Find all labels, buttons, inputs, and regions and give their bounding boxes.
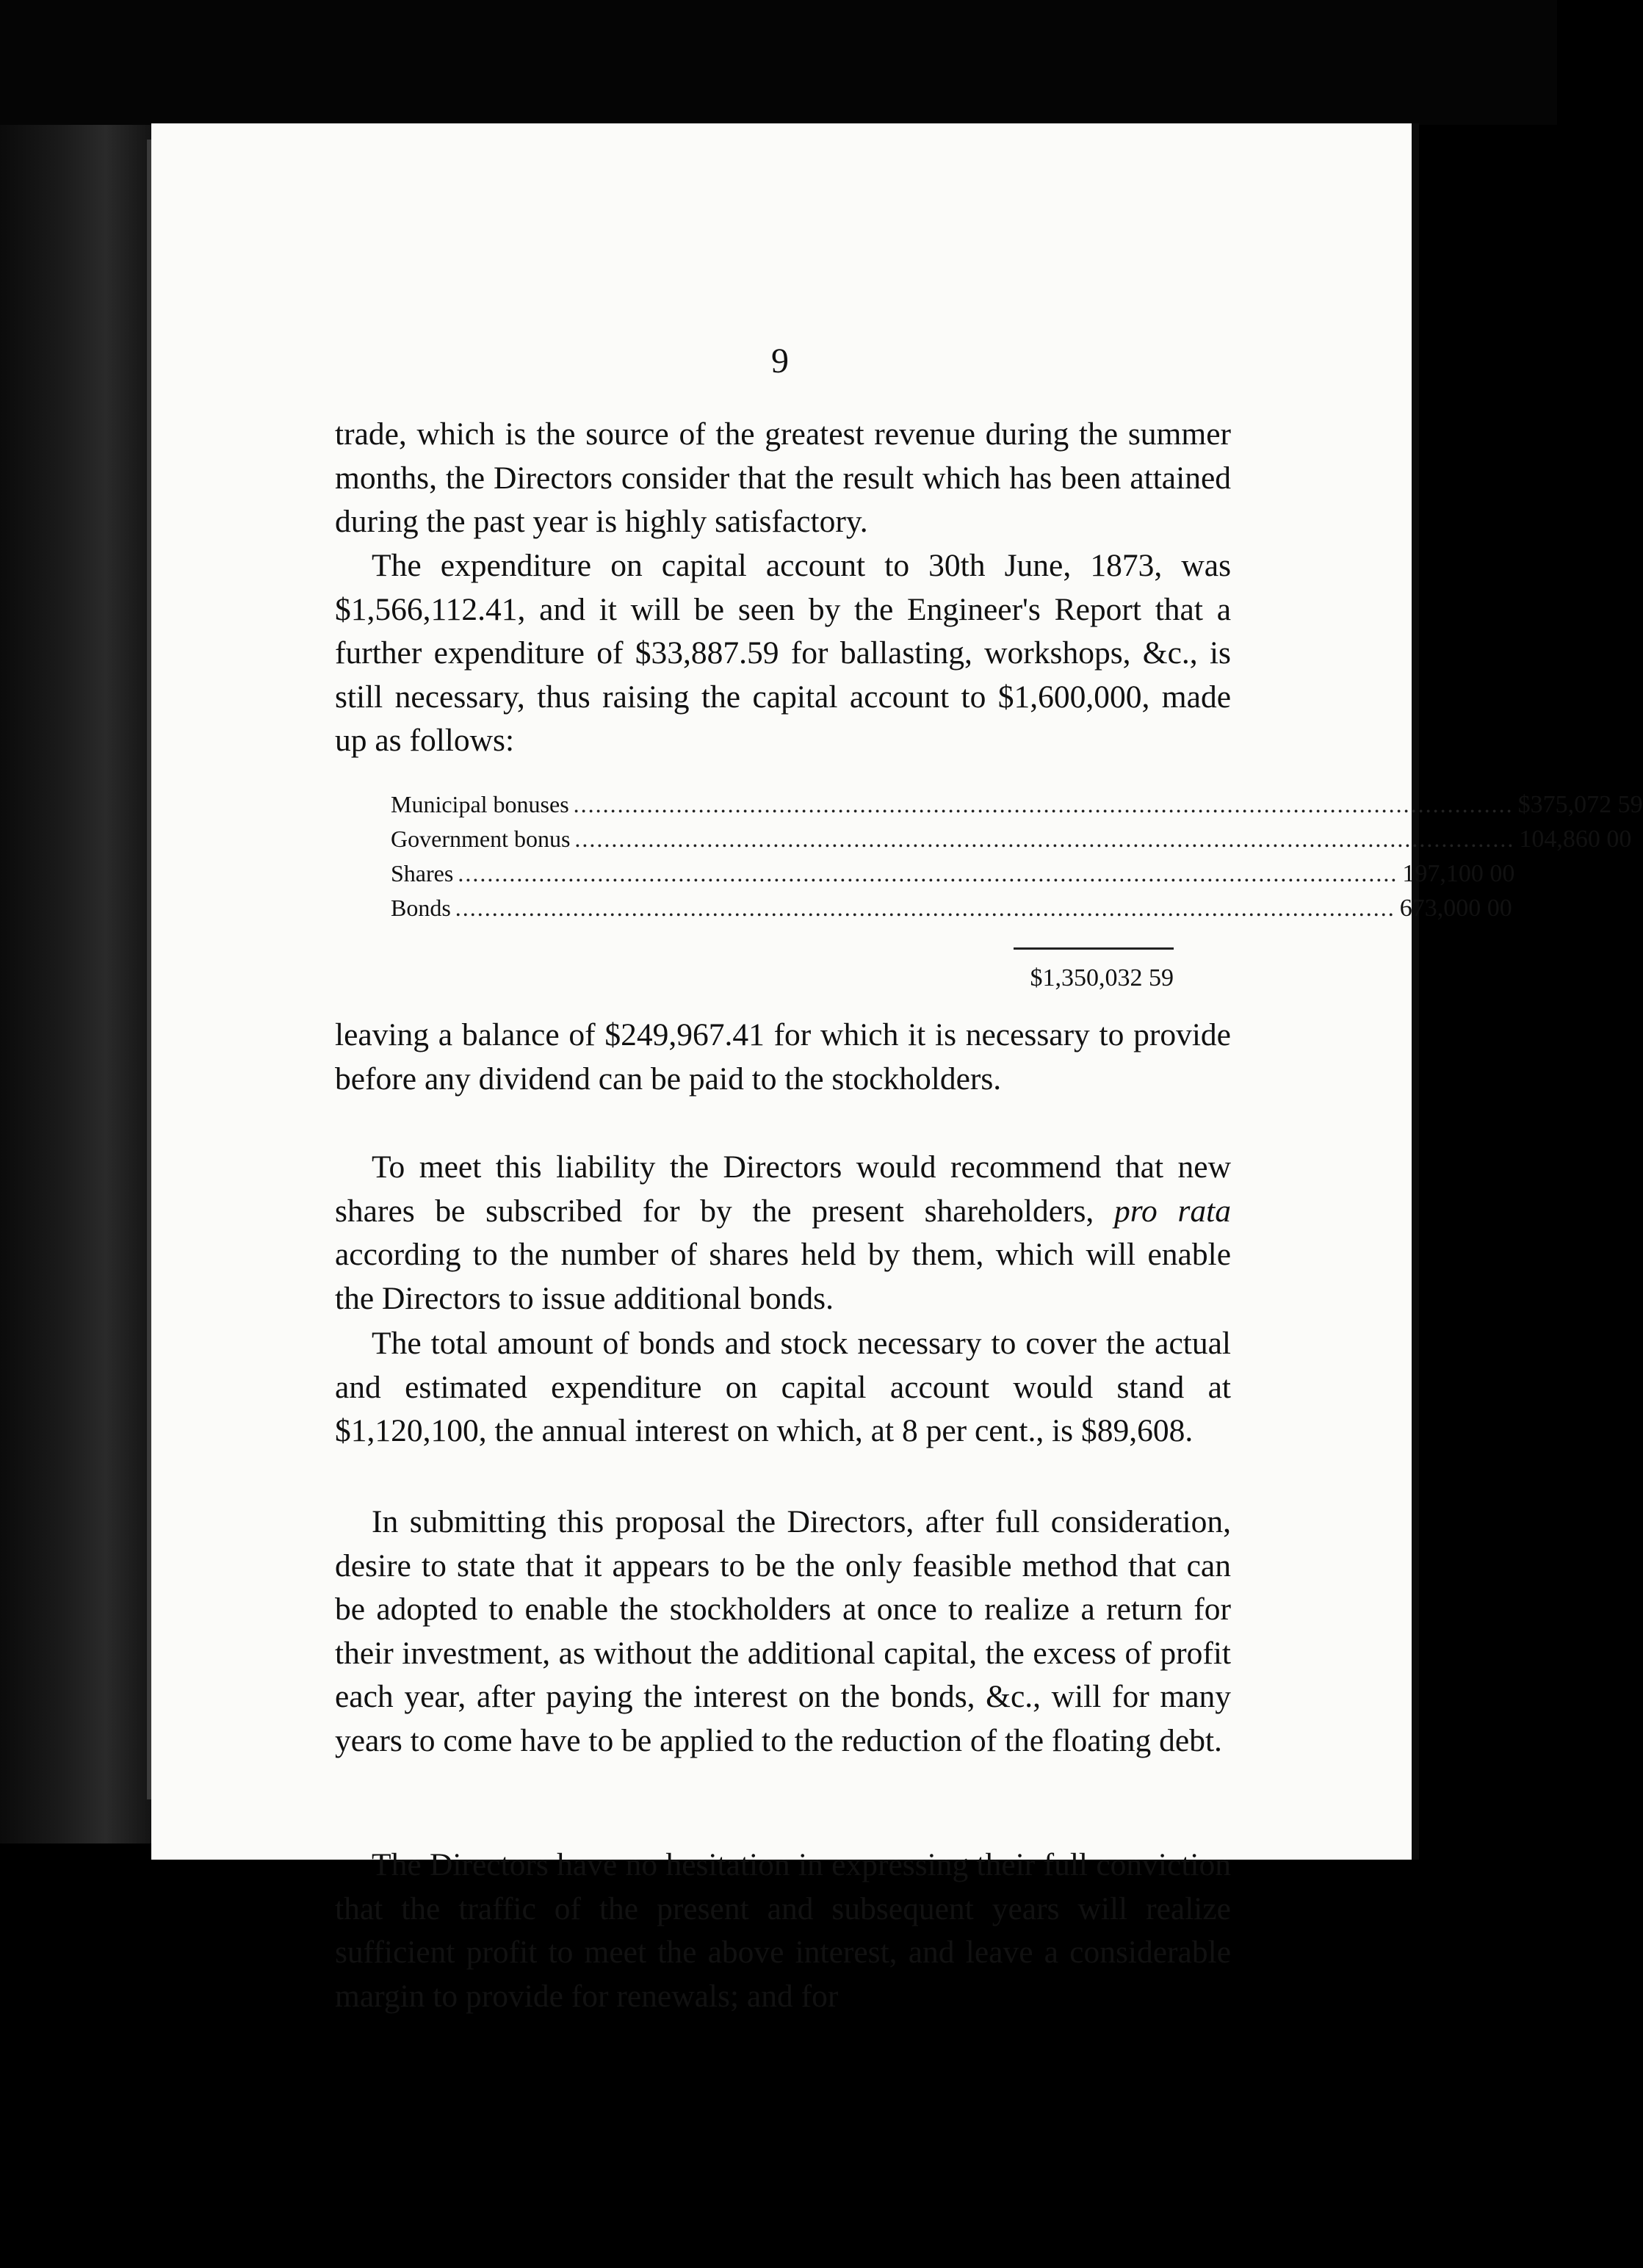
- page-number: 9: [771, 342, 789, 380]
- paragraph-conviction: The Directors have no hesitation in expressing their full conviction that the traffic of the present and subsequent years will realize sufficient profit to meet the above interest, and leave a considerable margin to provide for renewals; and for: [335, 1847, 1231, 2014]
- row-label: Municipal bonuses: [391, 791, 569, 817]
- paragraph-total-bonds: The total amount of bonds and stock necessary to cover the actual and estimated expenditure on capital account would stand at $1,120,100, the annual interest on which, at 8 per cent., is $89,608.: [335, 1326, 1231, 1448]
- row-amount: 673,000 00: [1399, 895, 1512, 922]
- pro-rata-italic: pro rata: [1113, 1193, 1231, 1229]
- paragraph-new-shares: [335, 1146, 1231, 1321]
- total-rule: [1014, 947, 1174, 950]
- scan-border-top: [0, 0, 1557, 125]
- paragraph-balance: leaving a balance of $249,967.41 for which it is necessary to provide before any dividend can be paid to the stockholders.: [335, 1017, 1231, 1097]
- book-spine-shadow: [0, 125, 151, 1843]
- paragraph-trade-revenue: trade, which is the source of the greatest revenue during the summer months, the Directors consider that the result which has been attained during the past year is highly satisfactory.: [335, 416, 1231, 539]
- paragraph-capital-expenditure: The expenditure on capital account to 30th June, 1873, was $1,566,112.41, and it will be seen by the Engineer's Report that a further expenditure of $33,887.59 for ballasting, workshops, &c., is still necessary, thus raising the capital account to $1,600,000, made up as follows:: [335, 548, 1231, 758]
- table-row: [391, 891, 1512, 925]
- row-label: Shares: [391, 860, 454, 886]
- new-shares-text-start: To meet this liability the Directors would recommend that new shares be subscribed for by the present shareholders,: [335, 1149, 1231, 1229]
- leader-dots: ................................................................................................................................: [573, 791, 1514, 817]
- paragraph-proposal: In submitting this proposal the Directors, after full consideration, desire to state that it appears to be the only feasible method that can be adopted to enable the stockholders at once to realize a return for their investment, as without the additional capital, the excess of profit each year, after paying the interest on the bonds, &c., will for many years to come have to be applied to the reduction of the floating debt.: [335, 1504, 1231, 1758]
- new-shares-text-end: according to the number of shares held by them, which will enable the Directors to issue additional bonds.: [335, 1237, 1231, 1316]
- row-amount: 197,100 00: [1402, 860, 1515, 887]
- table-row: [391, 787, 1643, 822]
- table-row: [391, 822, 1632, 856]
- leader-dots: ................................................................................................................................: [574, 826, 1515, 852]
- capital-account-table: [391, 787, 1643, 925]
- leader-dots: ................................................................................................................................: [455, 895, 1395, 921]
- row-label: Bonds: [391, 895, 451, 921]
- table-total: $1,350,032 59: [1030, 964, 1174, 992]
- table-row: [391, 856, 1515, 891]
- leader-dots: ................................................................................................................................: [458, 860, 1398, 886]
- row-amount: 104,860 00: [1519, 826, 1632, 853]
- row-label: Government bonus: [391, 826, 571, 852]
- row-amount: $375,072 59: [1517, 791, 1643, 818]
